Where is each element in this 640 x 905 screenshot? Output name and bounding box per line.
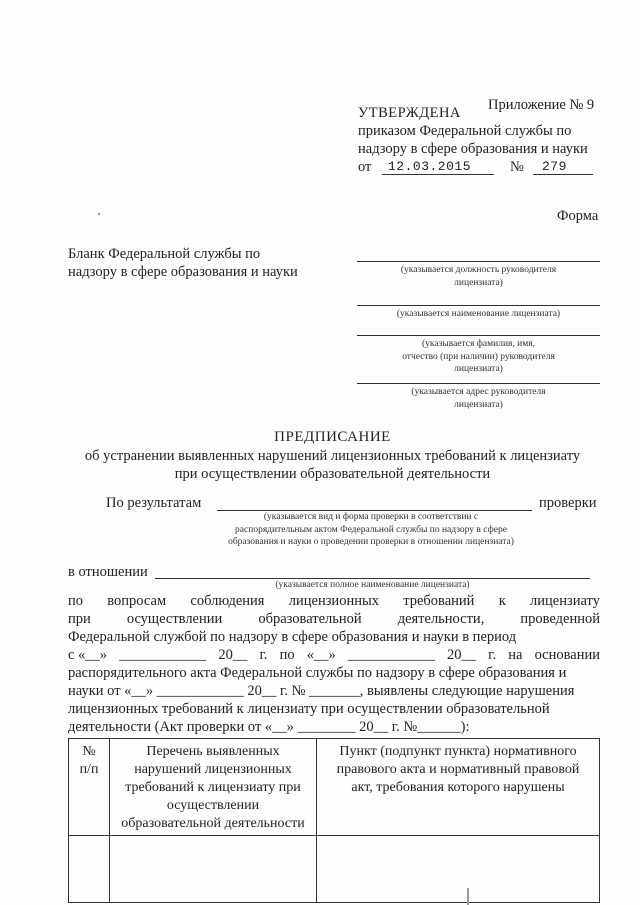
- body-word: деятельности,: [397, 611, 485, 627]
- col-violations-line: образовательной деятельности: [121, 816, 305, 831]
- body-word: г.: [259, 647, 268, 663]
- blank-label: [68, 245, 298, 281]
- name-line: [357, 305, 600, 306]
- table-row: [69, 836, 600, 903]
- results-hint-1: (указывается вид и форма проверки в соответствии с: [263, 512, 479, 522]
- position-hint: [357, 264, 600, 289]
- body-line-7: [68, 700, 600, 718]
- person-hint-2: отчество (при наличии) руководителя: [402, 351, 555, 362]
- body-word: 20__: [447, 647, 476, 663]
- body-word: лицензиату: [530, 593, 600, 609]
- blank-line-1: Бланк Федеральной службы по: [68, 246, 261, 262]
- approval-date-row: [358, 158, 603, 176]
- position-hint-1: (указывается должность руководителя: [400, 265, 557, 275]
- violations-table: [68, 738, 600, 903]
- approval-title: УТВЕРЖДЕНА: [358, 105, 461, 121]
- position-line: [357, 261, 600, 262]
- table-cell: [69, 836, 110, 903]
- approval-number-sign: №: [510, 159, 524, 175]
- approval-from: от: [358, 159, 372, 175]
- body-word: по: [279, 647, 295, 663]
- table-cell: [317, 836, 600, 903]
- results-suffix: проверки: [539, 495, 597, 511]
- body-word: проведенной: [520, 611, 600, 627]
- body-line-4: [68, 646, 600, 664]
- blank-line-2: надзору в сфере образования и науки: [68, 264, 298, 280]
- address-hint: [357, 386, 600, 411]
- body-word: при: [68, 611, 91, 627]
- scan-artifact: [98, 213, 100, 215]
- col-violations-line: требований к лицензиату при: [125, 780, 301, 795]
- body-word: г.: [488, 647, 497, 663]
- body-word: требований: [403, 593, 475, 609]
- body-word: ____________: [347, 647, 435, 663]
- body-word: вопросам: [107, 593, 167, 609]
- address-hint-1: (указывается адрес руководителя: [411, 387, 546, 397]
- results-hint-3: образования и науки о проведении проверки в отношении лицензиата): [228, 537, 514, 547]
- document-subtitle-1: об устранении выявленных нарушений лицензионных требований к лицензиату: [84, 448, 581, 464]
- body-paragraph: [68, 592, 600, 736]
- body-text: лицензионных требований к лицензиату при осуществлении образовательной: [68, 701, 550, 717]
- col-violations-line: осуществлении: [166, 798, 260, 813]
- body-word: осуществлении: [126, 611, 223, 627]
- col-violations-line: Перечень выявленных: [146, 744, 280, 759]
- person-hint-3: лицензиата): [454, 364, 503, 374]
- col-norm-line: акт, требования которого нарушены: [351, 780, 565, 795]
- body-word: по: [68, 593, 84, 609]
- address-line: [357, 383, 600, 384]
- col-norm-header: [317, 739, 600, 836]
- results-hint: [195, 511, 547, 549]
- table-cell: [110, 836, 317, 903]
- body-line-2: [68, 610, 600, 628]
- body-word: соблюдения: [190, 593, 265, 609]
- body-word: с «__»: [68, 647, 108, 663]
- col-number-header: [69, 739, 110, 836]
- table-header-row: [69, 739, 600, 836]
- approval-line-2: надзору в сфере образования и науки: [358, 141, 588, 157]
- regarding-prefix: в отношении: [68, 564, 148, 580]
- body-word: основании: [534, 647, 600, 663]
- document-heading: [60, 428, 605, 483]
- document-subtitle-2: при осуществлении образовательной деятельности: [174, 466, 491, 482]
- person-hint: [357, 338, 600, 376]
- document-title: ПРЕДПИСАНИЕ: [274, 429, 391, 445]
- col-number-line: №: [82, 744, 96, 759]
- regarding-hint: (указывается полное наименование лицензиата): [275, 580, 470, 590]
- body-text: Федеральной службой по надзору в сфере образования и науки в период: [68, 629, 517, 645]
- approval-block: [358, 104, 603, 176]
- col-violations-line: нарушений лицензионных: [134, 762, 292, 777]
- form-label: Форма: [557, 208, 599, 224]
- address-hint-2: лицензиата): [454, 399, 503, 410]
- body-word: лицензионных: [288, 593, 379, 609]
- body-line-6: [68, 682, 600, 700]
- body-word: ____________: [119, 647, 207, 663]
- body-word: на: [508, 647, 523, 663]
- name-hint: (указывается наименование лицензиата): [396, 309, 561, 319]
- scan-artifact: [467, 888, 469, 905]
- body-word: к: [498, 593, 506, 609]
- col-norm-line: правового акта и нормативный правовой: [336, 762, 580, 777]
- body-word: «__»: [306, 647, 336, 663]
- results-prefix: По результатам: [106, 495, 202, 511]
- body-text: распорядительного акта Федеральной службы по надзору в сфере образования и: [68, 665, 567, 681]
- body-word: 20__: [218, 647, 248, 663]
- appendix-label: Приложение № 9: [488, 97, 595, 113]
- approval-line-1: приказом Федеральной службы по: [358, 123, 572, 139]
- body-word: образовательной: [258, 611, 362, 627]
- col-norm-line: Пункт (подпункт пункта) нормативного: [339, 744, 577, 759]
- approval-date: 12.03.2015: [388, 159, 472, 174]
- results-hint-2: распорядительным актом Федеральной службы по надзору в сфере: [235, 524, 507, 535]
- body-line-8: деятельности (Акт проверки от «__» ________ 20__ г. №______):: [68, 719, 470, 735]
- body-line-1: [68, 592, 600, 610]
- body-line-5: [68, 664, 600, 682]
- col-violations-header: [110, 739, 317, 836]
- col-number-line: п/п: [79, 762, 99, 777]
- body-text: науки от «__» ____________ 20__ г. № _______, выявлены следующие нарушения: [68, 683, 575, 699]
- person-hint-1: (указывается фамилия, имя,: [421, 339, 535, 349]
- person-line: [357, 335, 600, 336]
- approval-number: 279: [542, 159, 567, 174]
- position-hint-2: лицензиата): [454, 277, 503, 288]
- body-line-3: [68, 628, 600, 646]
